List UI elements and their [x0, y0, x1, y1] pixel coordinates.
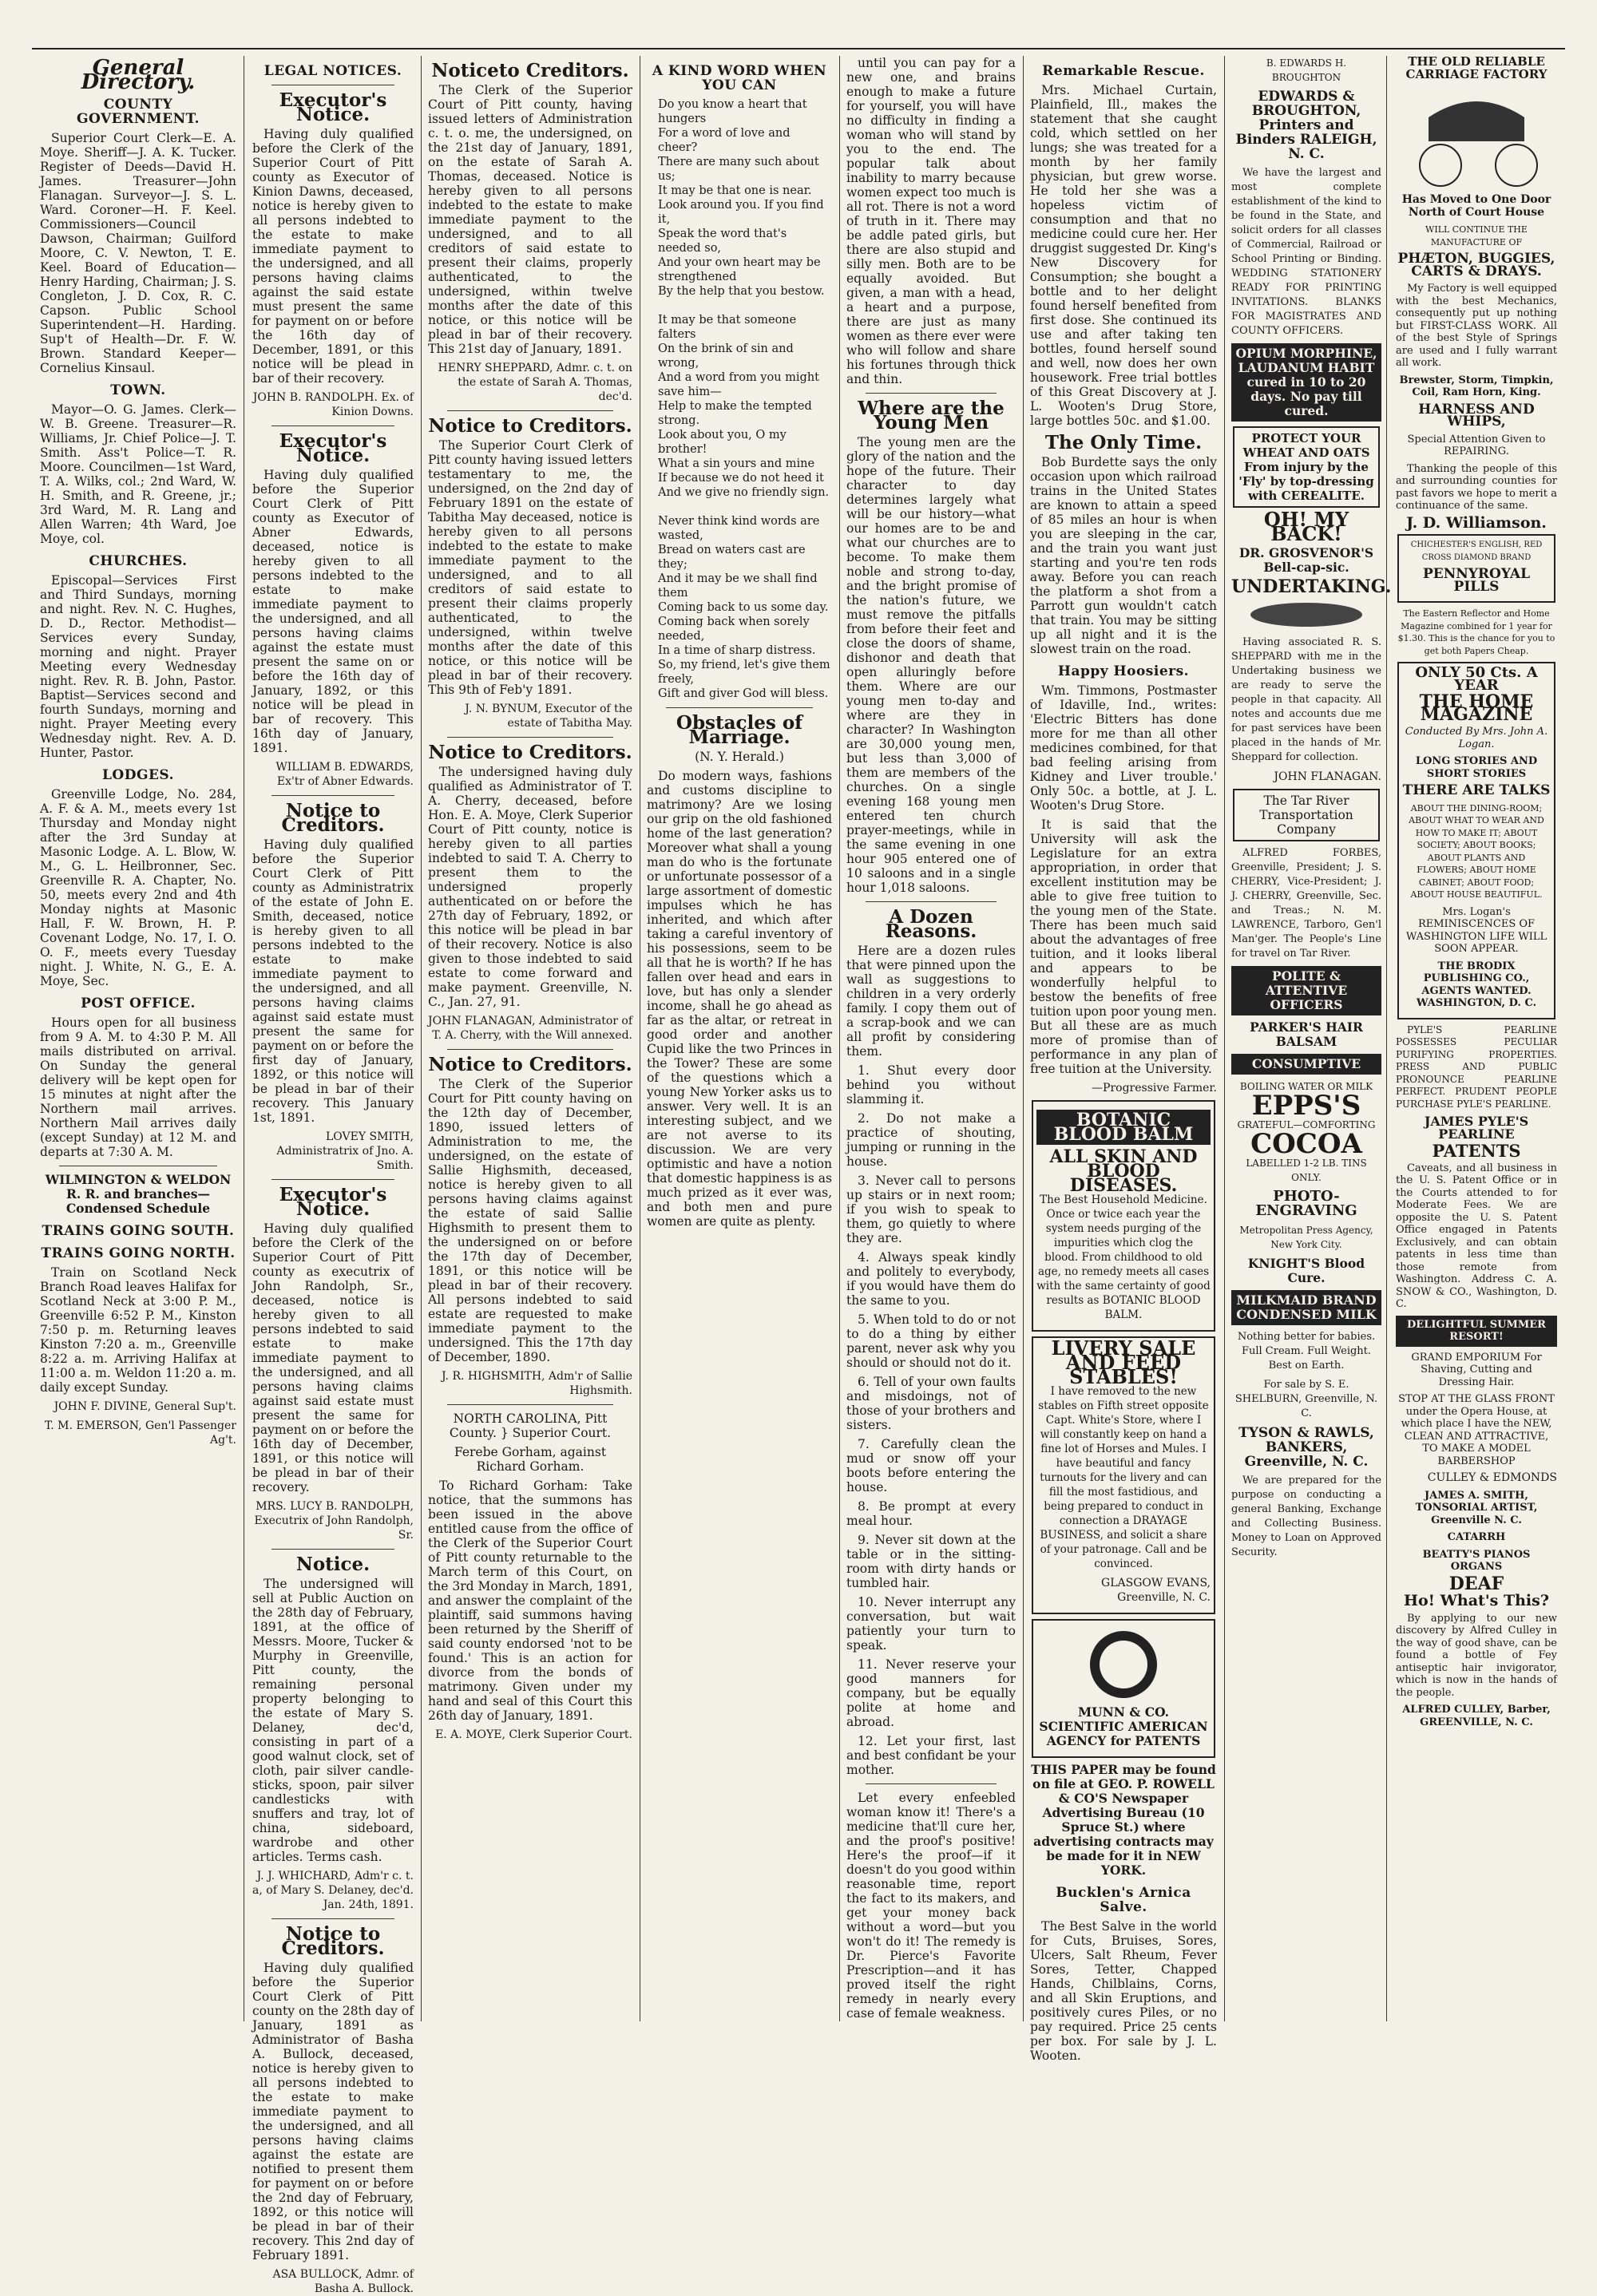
- article-body: Bob Burdette says the only occasion upon which railroad trains in the United States are known to attain a speed of 85 miles an hour is when you are sleeping in the car, and the train you want just starting and you're ten rods away. Before you can reach the platform a shot from a Parrott gun wouldn't catch that train. You may be sitting up all night and it is the slowest train on the road.: [1030, 455, 1217, 656]
- article-title: Remarkable Rescue.: [1042, 63, 1205, 79]
- notice-signature: J. N. BYNUM, Executor of the estate of Tabitha May.: [465, 703, 632, 730]
- protect-text: PROTECT YOUR WHEAT AND OATS From injury by the 'Fly' by top-dressing with CEREALITE.: [1238, 431, 1374, 503]
- botanic-ad: [1032, 1100, 1215, 1332]
- talks-title: THERE ARE TALKS: [1402, 782, 1551, 798]
- edwards-head: EDWARDS & BROUGHTON, Printers and Binders RALEIGH, N. C.: [1235, 89, 1377, 162]
- notice-title: Executor's Notice.: [279, 1184, 387, 1220]
- reason-item: 3. Never call to persons up stairs or in next room; if you wish to speak to them, go quietly to where they are.: [846, 1174, 1016, 1245]
- pennyroyal-title: PENNYROYAL PILLS: [1422, 566, 1531, 595]
- divider: [447, 410, 613, 411]
- notice-title: Notice to Creditors.: [281, 1923, 385, 1959]
- undertaking-signature: JOHN FLANAGAN.: [1274, 770, 1381, 783]
- notice-body: The Clerk of the Superior Court for Pitt county having on the 12th day of December, 1890, issued letters of Administration to me, the undersigned, on the estate of Sallie Highsmith, deceased, notice is hereby given to all persons having claims against the estate of said Sallie Highsmith to present them to the undersigned on or before the 17th day of December, 1891, or this notice will be plead in bar of their recovery. All persons indebted to said estate are requested to make immediate payment to the undersigned. This the 17th day of December, 1890.: [428, 1077, 632, 1364]
- article-body: It is said that the University will ask the Legislature for an extra appropriation, in order that excellent institution may be able to give free tuition to the young men of the State. There has been much said about the advantages of free tuition, and it looks liberal and appears to be wonderfully helpful to bestow the benefits of free tuition upon poor young men. But all these are as much more of promise than of performance in any plan of free tuition at the University.: [1030, 817, 1217, 1076]
- epps-name: EPPS'S: [1251, 1090, 1361, 1122]
- divider: [666, 707, 813, 708]
- pearline-big: JAMES PYLE'S PEARLINE: [1424, 1114, 1529, 1142]
- knights-ad: KNIGHT'S Blood Cure.: [1247, 1256, 1365, 1285]
- opium-ad: OPIUM MORPHINE, LAUDANUM HABIT cured in 10 to 20 days. No pay till cured.: [1231, 343, 1381, 422]
- articles-column: [842, 56, 1020, 2021]
- photo-sub: Metropolitan Press Agency, New York City.: [1239, 1225, 1373, 1250]
- deaf-ad: DEAF: [1448, 1573, 1504, 1594]
- tyson-body: We are prepared for the purpose on conducting a general Banking, Exchange and Collecting Business. Money to Loan on Approved Security.: [1231, 1475, 1381, 1558]
- article-body: Wm. Timmons, Postmaster of Idaville, Ind., writes: 'Electric Bitters has done more for me than all other medicines combined, for that bad feeling arising from Kidney and Liver trouble.' Only 50c. a bottle, at J. L. Wooten's Drug Store.: [1030, 683, 1217, 813]
- beatty-ad: BEATTY'S PIANOS ORGANS: [1422, 1548, 1531, 1573]
- munn-ad: [1032, 1619, 1215, 1758]
- divider: [866, 393, 997, 394]
- williamson-signature: J. D. Williamson.: [1406, 513, 1547, 532]
- ads-column-middle: [1226, 56, 1392, 2021]
- churches-heading: CHURCHES.: [89, 553, 188, 569]
- resort-body: STOP AT THE GLASS FRONT under the Opera House, at which place I have the NEW, CLEAN AND ATTRACTIVE, TO MAKE A MODEL BARBERSHOP: [1398, 1393, 1555, 1467]
- reason-item: 6. Tell of your own faults and misdoings, not of those of your brothers and sisters.: [846, 1375, 1016, 1432]
- column-rule: [1224, 56, 1225, 2021]
- notice-signature: J. J. WHICHARD, Adm'r c. t. a, of Mary S. Delaney, dec'd. Jan. 24th, 1891.: [252, 1870, 414, 1911]
- article-body: The young men are the glory of the nation and the hope of the future. Their character to day determines largely what will be our history—what our homes are to be and what our churches are to become. To make them noble and strong to-day, and the bright promise of the nation's future, we must remove the pitfalls from before their feet and close the doors of shame, dishonor and death that open alluringly before them. Where are our young men to-day and where are they in character? In Washington are 30,000 young men, but less than 3,000 of them are members of the churches. On a single evening 168 young men entered ten church prayer-meetings, while in the same evening in one hour 905 entered one of 10 saloons and in a single hour 1,018 saloons.: [846, 435, 1016, 895]
- home-price: ONLY 50 Cts. A YEAR: [1415, 664, 1538, 694]
- column-rule: [839, 56, 840, 2021]
- arnica-title: Bucklen's Arnica Salve.: [1056, 1885, 1191, 1915]
- notice-body: The undersigned will sell at Public Auction on the 28th day of February, 1891, at the office of Messrs. Moore, Tucker & Murphy in Greenville, Pitt county, the remaining personal property belonging to the estate of Mary S. Delaney, dec'd, consisting in part of a good walnut clock, set of cloth, pair silver candle-sticks, spoon, pair silver candlesticks with snuffers and tray, lot of china, sideboard, wardrobe and other articles. Terms cash.: [252, 1577, 414, 1864]
- parkers-ad: PARKER'S HAIR BALSAM: [1250, 1019, 1363, 1049]
- brodix-ad: THE BRODIX PUBLISHING CO., AGENTS WANTED. WASHINGTON, D. C.: [1416, 960, 1537, 1009]
- botanic-body: The Best Household Medicine. Once or twice each year the system needs purging of the impurities which clog the blood. From childhood to old age, no remedy meets all cases with the same certainty of good results as BOTANIC BLOOD BALM.: [1036, 1194, 1211, 1321]
- notice-title: Notice to Creditors.: [428, 742, 632, 763]
- article-body: Do modern ways, fashions and customs discipline to matrimony? Are we losing our grip on the old fashioned home of the last generation? Moreover what shall a young man do who is the fortunate or unfortunate possessor of a large assortment of domestic impulses which he has inherited, and which after taking a careful inventory of his possessions, seem to be all that he is worth? If he has fallen over head and ears in love, but has only a slender income, shall he go ahead as far as the altar, or retreat in good order and another Cupid like the two Princes in the Tower? These are some of the questions which a young New Yorker asks us to answer. Very well. It is an interesting subject, and we are not averse to its discussion. We are very optimistic and have a notion that domestic happiness is as much prized as it ever was, and both men and pure women are quite as plenty.: [647, 769, 832, 1229]
- article-continued: until you can pay for a new one, and brains enough to make a future for yourself, you will have no difficulty in finding a woman who will stand by you to the end. The popular talk about inability to marry because women expect too much is all rot. There is not a word of truth in it. There may be addle pated girls, but there are also stupid and silly men. Both are to be equally avoided. But given, a man with a head, a heart and a purpose, there are just as many women as there ever were who will follow and share his fortunes through thick and thin.: [846, 56, 1016, 386]
- notice-body: The Clerk of the Superior Court of Pitt county, having issued letters of Administration c. t. o. me, the undersigned, on the 21st day of January, 1891, on the estate of Sarah A. Thomas, deceased. Notice is hereby given to all persons indebted to the estate to make immediate payment to the undersigned, and to all creditors of said estate to present their claims, properly authenticated, to the undersigned, within twelve months after the date of this notice, or this notice will be plead in bar of their recovery. This 21st day of January, 1891.: [428, 83, 632, 356]
- tarriver-body: ALFRED FORBES, Greenville, President; J. S. CHERRY, Vice-President; J. J. CHERRY, Greenville, Sec. and Treas.; N. M. LAWRENCE, Tarboro, Gen'l Man'ger. The People's Line for travel on Tar River.: [1231, 847, 1381, 960]
- thispaper-ad: THIS PAPER may be found on file at GEO. P. ROWELL & CO'S Newspaper Advertising Bureau (10 Spruce St.) where advertising contracts may be made for it in NEW YORK.: [1031, 1762, 1216, 1878]
- notice-title: Notice to Creditors.: [281, 800, 385, 836]
- whats-body: By applying to our new discovery by Alfred Culley in the way of good shave, can be found a bottle of Fey antiseptic hair invigorator, which is now in the hands of the people.: [1396, 1612, 1557, 1699]
- town-heading: TOWN.: [110, 382, 166, 398]
- polite-ad: POLITE & ATTENTIVE OFFICERS: [1231, 966, 1381, 1015]
- directory-title: General Directory.: [81, 56, 196, 94]
- home-title: THE HOME MAGAZINE: [1419, 691, 1534, 725]
- resort-signature: CULLEY & EDMONDS: [1427, 1471, 1557, 1484]
- article-title: Happy Hoosiers.: [1057, 663, 1190, 679]
- south-heading: TRAINS GOING SOUTH.: [42, 1223, 235, 1239]
- notice-signature: LOVEY SMITH, Administratrix of Jno. A. Smith.: [276, 1130, 414, 1172]
- top-rule: [32, 48, 1565, 49]
- divider: [866, 1783, 997, 1784]
- botanic-sub: ALL SKIN AND BLOOD DISEASES.: [1049, 1146, 1198, 1196]
- notice-body: Having duly qualified before the Clerk of the Superior Court of Pitt county as Executor of Kinion Dawns, deceased, notice is hereby given to all persons indebted to the estate to make immediate payment to the undersigned, and all persons having claims against the said estate must present the same for payment on or before the 16th day of December, 1891, or this notice will be plead in bar of their recovery.: [252, 127, 414, 386]
- notice-title: Notice to Creditors.: [428, 1054, 632, 1075]
- thanks-text: Thanking the people of this and surrounding counties for past favors we hope to merit a continuance of the same.: [1396, 462, 1557, 512]
- undertaking-body: Having associated R. S. SHEPPARD with me in the Undertaking business we are ready to serve the people in that capacity. All notes and accounts due me for past services have been placed in the hands of Mr. Sheppard for collection.: [1231, 636, 1381, 763]
- notice-body: The undersigned having duly qualified as Administrator of T. A. Cherry, deceased, before Hon. E. A. Moye, Clerk Superior Court of Pitt county, notice is hereby given to all parties indebted to said T. A. Cherry to present them to the undersigned properly authenticated on or before the 27th day of February, 1892, or this notice will be plead in bar of their recovery. Notice is also given to those indebted to said estate to come forward and make payment. Greenville, N. C., Jan. 27, 91.: [428, 765, 632, 1009]
- divider: [447, 737, 613, 738]
- milkmaid-sale: For sale by S. E. SHELBURN, Greenville, N. C.: [1234, 1379, 1378, 1419]
- divider: [447, 1404, 613, 1405]
- legal-heading: LEGAL NOTICES.: [264, 63, 402, 79]
- court-body: To Richard Gorham: Take notice, that the summons has been issued in the above entitled cause from the office of the Clerk of the Superior Court of Pitt county returnable to the March term of this Court, on the 3rd Monday in March, 1891, and answer the complaint of the plaintiff, said summons having been returned by the Sheriff of said county endorsed 'not to be found.' This is an action for divorce from the bonds of matrimony. Given under my hand and seal of this Court this 26th day of January, 1891.: [428, 1479, 632, 1723]
- coffin-icon: [1246, 599, 1366, 631]
- reason-item: 2. Do not make a practice of shouting, jumping or running in the house.: [846, 1111, 1016, 1169]
- court-heading: NORTH CAROLINA, Pitt County. } Superior Court.: [449, 1411, 612, 1440]
- long-stories: LONG STORIES AND SHORT STORIES: [1415, 755, 1538, 780]
- pennyroyal-ad: [1397, 534, 1555, 603]
- poem-article-column: [642, 56, 837, 2021]
- churches-text: Episcopal—Services First and Third Sundays, morning and night. Rev. N. C. Hughes, D. D., Rector. Methodist—Services every Sunday, morning and night. Prayer Meeting every Wednesday night. Rev. R. B. John, Pastor. Baptist—Services second and fourth Sundays, morning and night. Prayer Meeting every Wednesday night. Rev. A. D. Hunter, Pastor.: [40, 573, 236, 760]
- railroad-title: WILMINGTON & WELDON R. R. and branches—Condensed Schedule: [45, 1172, 232, 1216]
- livery-head: LIVERY SALE AND FEED STABLES!: [1051, 1336, 1196, 1388]
- divider: [866, 901, 997, 902]
- post-heading: POST OFFICE.: [81, 996, 196, 1011]
- brewster-text: Brewster, Storm, Timpkin, Coil, Ram Horn, King.: [1399, 374, 1554, 398]
- post-text: Hours open for all business from 9 A. M. to 4:30 P. M. All mails distributed on arrival. On Sunday the general delivery will be kept open for 15 minutes at night after the Northern mail arrives. Northern Mail arrives daily (except Sunday) at 12 M. and departs at 7:30 A. M.: [40, 1015, 236, 1159]
- article-body: Mrs. Michael Curtain, Plainfield, Ill., makes the statement that she caught cold, which settled on her lungs; she was treated for a month by her family physician, but grew worse. He told her she was a hopeless victim of consumption and that no medicine could cure her. Her druggist suggested Dr. King's New Discovery for Consumption; she bought a bottle and to her delight found herself benefited from first dose. She continued its use and after taking ten bottles, found herself sound and well, now does her own housework. Free trial bottles of this Great Discovery at J. L. Wooten's Drug Store, large bottles 50c. and $1.00.: [1030, 83, 1217, 428]
- reason-item: 12. Let your first, last and best confidant be your mother.: [846, 1734, 1016, 1777]
- moved-text: Has Moved to One Door North of Court House: [1401, 193, 1551, 219]
- directory-column: [35, 56, 241, 2021]
- culley-ad: ALFRED CULLEY, Barber, GREENVILLE, N. C.: [1402, 1704, 1551, 1728]
- notice-signature: J. R. HIGHSMITH, Adm'r of Sallie Highsmith.: [442, 1370, 632, 1397]
- reason-item: 8. Be prompt at every meal hour.: [846, 1499, 1016, 1528]
- munn-text: MUNN & CO. SCIENTIFIC AMERICAN AGENCY for PATENTS: [1039, 1704, 1208, 1748]
- article-source: —Progressive Farmer.: [1092, 1082, 1217, 1095]
- notice-title: Notice to Creditors.: [428, 415, 632, 437]
- article-title: Where are the Young Men: [858, 398, 1005, 433]
- divider: [271, 1179, 394, 1180]
- carriage-title: THE OLD RELIABLE CARRIAGE FACTORY: [1405, 54, 1547, 81]
- county-heading: COUNTY GOVERNMENT.: [76, 97, 200, 127]
- column-rule: [421, 56, 422, 2021]
- harness-text: HARNESS AND WHIPS,: [1418, 401, 1535, 430]
- resort-title: DELIGHTFUL SUMMER RESORT!: [1396, 1316, 1557, 1347]
- livery-ad: [1032, 1336, 1215, 1614]
- notice-signature: JOHN B. RANDOLPH. Ex. of Kinion Downs.: [252, 391, 414, 418]
- munn-seal-icon: [1064, 1629, 1183, 1700]
- reason-item: 9. Never sit down at the table or in the sitting-room with dirty hands or tumbled hair.: [846, 1533, 1016, 1590]
- epps-cocoa: COCOA: [1250, 1128, 1362, 1160]
- town-text: Mayor—O. G. James. Clerk—W. B. Greene. Treasurer—R. Williams, Jr. Chief Police—J. T. Smith. Ass't Police—T. R. Moore. Councilmen—1st Ward, T. A. Wilks, col.; 2nd Ward, W. H. Smith, and R. Greene, jr.; 3rd Ward, M. R. Lang and Allen Warren; 4th Ward, Joe Moye, col.: [40, 402, 236, 546]
- reasons-title: A Dozen Reasons.: [885, 906, 977, 942]
- court-signature: E. A. MOYE, Clerk Superior Court.: [435, 1728, 632, 1741]
- repairing-text: Special Attention Given to REPAIRING.: [1407, 433, 1546, 457]
- home-magazine-ad: [1397, 662, 1555, 1019]
- phaeton-text: PHÆTON, BUGGIES, CARTS & DRAYS.: [1397, 251, 1555, 279]
- pierce-ad: Let every enfeebled woman know it! There's a medicine that'll cure her, and the proof's positive! Here's the proof—if it doesn't do you good within reasonable time, report the fact to its makers, and get your money back without a word—but you won't do it! The remedy is Dr. Pierce's Favorite Prescription—and it has proved itself the right remedy in nearly every case of female weakness.: [846, 1791, 1016, 2021]
- whats-this: Ho! What's This?: [1404, 1592, 1549, 1609]
- notice-body: Having duly qualified before the Superior Court Clerk of Pitt county on the 28th day of January, 1891 as Administrator of Basha A. Bullock, deceased, notice is hereby given to all persons indebted to the estate to make immediate payment to the undersigned, and all persons having claims against the estate are notified to present them for payment on or before the 2nd day of February, 1892, or this notice will be plead in bar of their recovery. This 2nd day of February 1891.: [252, 1961, 414, 2262]
- reminiscences: Mrs. Logan's REMINISCENCES OF WASHINGTON LIFE WILL SOON APPEAR.: [1405, 905, 1547, 955]
- rr-signature: JOHN F. DIVINE, General Sup't.: [53, 1400, 236, 1413]
- notice-title: Noticeto Creditors.: [431, 60, 629, 81]
- patents-body: Caveats, and all business in the U. S. Patent Office or in the Courts attended to for Moderate Fees. We are opposite the U. S. Patent Office engaged in Patents Exclusively, and can obtain patents in less time than those remote from Washington. Address C. A. SNOW & CO., Washington, D. C.: [1396, 1162, 1557, 1310]
- edwards-body: We have the largest and most complete establishment of the kind to be found in the State, and solicit orders for all classes of Commercial, Railroad or School Printing or Binding. WEDDING STATIONERY READY FOR PRINTING INVITATIONS. BLANKS FOR MAGISTRATES AND COUNTY OFFICERS.: [1231, 167, 1381, 337]
- will-continue: WILL CONTINUE THE MANUFACTURE OF: [1425, 224, 1528, 247]
- talks-list: ABOUT THE DINING-ROOM; ABOUT WHAT TO WEAR AND HOW TO MAKE IT; ABOUT SOCIETY; ABOUT BOOKS; ABOUT PLANTS AND FLOWERS; ABOUT HOME CABINET; ABOUT FOOD; ABOUT HOUSE BEAUTIFUL.: [1409, 802, 1544, 900]
- side-text: The Eastern Reflector and Home Magazine combined for 1 year for $1.30. This is the chance for you to get both Papers Cheap.: [1397, 608, 1555, 656]
- column-rule: [1023, 56, 1024, 2021]
- ads-column-right: [1391, 56, 1562, 2021]
- article-source: (N. Y. Herald.): [695, 750, 784, 764]
- catarrh-ad: CATARRH: [1447, 1531, 1506, 1543]
- edwards-names: B. EDWARDS H. BROUGHTON: [1266, 57, 1347, 83]
- myback-ad: OH! MY BACK!: [1263, 508, 1349, 545]
- lodges-heading: LODGES.: [101, 767, 175, 783]
- epps-line5: LABELLED 1-2 LB. TINS ONLY.: [1246, 1158, 1367, 1183]
- poem-title: A KIND WORD WHEN YOU CAN: [652, 63, 827, 93]
- notice-body: Having duly qualified before the Superior Court Clerk of Pitt county as Executor of Abner Edwards, deceased, notice is hereby given to all persons indebted to the estate to make immediate payment to the undersigned, and all persons having claims against the estate must present the same on or before the 16th day of January, 1892, or this notice will be plead in bar of recovery. This 16th day of January, 1891.: [252, 468, 414, 755]
- divider: [271, 1549, 394, 1550]
- milkmaid-sub: Nothing better for babies. Full Cream. Full Weight. Best on Earth.: [1237, 1331, 1376, 1372]
- court-parties: Ferebe Gorham, against Richard Gorham.: [454, 1445, 607, 1474]
- home-sub: Conducted By Mrs. John A. Logan.: [1405, 726, 1548, 750]
- notice-signature: MRS. LUCY B. RANDOLPH, Executrix of John Randolph, Sr.: [254, 1500, 414, 1542]
- ads-column-1: [1025, 56, 1222, 2063]
- notice-signature: HENRY SHEPPARD, Admr. c. t. on the estate of Sarah A. Thomas, dec'd.: [438, 362, 632, 403]
- livery-signature: GLASGOW EVANS, Greenville, N. C.: [1101, 1577, 1211, 1604]
- notice-title: Executor's Notice.: [279, 430, 387, 466]
- epps-line1: BOILING WATER OR MILK: [1239, 1081, 1373, 1092]
- tarriver-title: The Tar River Transportation Company: [1233, 789, 1380, 841]
- notice-title: Executor's Notice.: [279, 89, 387, 125]
- notice-signature: JOHN FLANAGAN, Administrator of T. A. Cherry, with the Will annexed.: [428, 1015, 633, 1042]
- county-text: Superior Court Clerk—E. A. Moye. Sheriff—J. A. K. Tucker. Register of Deeds—David H. James. Treasurer—John Flanagan. Surveyor—J. S. L. Ward. Coroner—H. F. Keel. Commissioners—Council Dawson, Chairman; Guilford Moore, C. V. Newton, T. E. Keel. Board of Education—Henry Harding, Chairman; J. S. Congleton, J. D. Cox, R. C. Capson. Public School Superintendent—H. Harding. Sup't of Health—Dr. F. W. Brown. Standard Keeper—Cornelius Kinsaul.: [40, 131, 236, 375]
- smith-ad: JAMES A. SMITH, TONSORIAL ARTIST, Greenville N. C.: [1415, 1489, 1538, 1526]
- notice-body: Having duly qualified before the Superior Court Clerk of Pitt county as Administratrix of the estate of John E. Smith, deceased, notice is hereby given to all persons indebted to the estate to make immediate payment to the undersigned, and all persons having claims against said estate must present the same for payment on or before the first day of January, 1892, or this notice will be plead in bar of their recovery. This January 1st, 1891.: [252, 837, 414, 1125]
- notice-body: Having duly qualified before the Clerk of the Superior Court of Pitt county as executrix of John Randolph, Sr., deceased, notice is hereby given to all persons indebted to said estate to make immediate payment to the undersigned, and all persons having claims against said estate must present the same for payment on or before the 16th day of December, 1891, or this notice will be plead in bar of their recovery.: [252, 1221, 414, 1494]
- article-title: Obstacles of Marriage.: [676, 712, 803, 748]
- reason-item: 5. When told to do or not to do a thing by either parent, never ask why you should or should not do it.: [846, 1312, 1016, 1370]
- photo-ad: PHOTO-ENGRAVING: [1255, 1188, 1357, 1219]
- epps-line3: GRATEFUL—COMFORTING: [1237, 1119, 1376, 1130]
- reason-item: 7. Carefully clean the mud or snow off your boots before entering the house.: [846, 1437, 1016, 1494]
- pearline-letters: PYLE'S PEARLINE POSSESSES PECULIAR PURIFYING PROPERTIES. PRESS AND PUBLIC PRONOUNCE PEARLINE PERFECT. PRUDENT PEOPLE PURCHASE PYLE'S PEARLINE.: [1396, 1023, 1557, 1110]
- tyson-ad: TYSON & RAWLS, BANKERS, Greenville, N. C.: [1238, 1425, 1374, 1470]
- reason-item: 1. Shut every door behind you without slamming it.: [846, 1063, 1016, 1106]
- pennyroyal-sub: CHICHESTER'S ENGLISH, RED CROSS DIAMOND BRAND: [1410, 540, 1543, 562]
- livery-body: I have removed to the new stables on Fifth street opposite Capt. White's Store, where I will constantly keep on hand a fine lot of Horses and Mules. I have beautiful and fancy turnouts for the livery and can fill the most fastidious, and being prepared to conduct in connection a DRAYAGE BUSINESS, and solicit a share of your patronage. Call and be convinced.: [1038, 1385, 1209, 1570]
- consumptive-ad: CONSUMPTIVE: [1231, 1054, 1381, 1075]
- north-heading: TRAINS GOING NORTH.: [41, 1245, 236, 1261]
- patents-title: PATENTS: [1432, 1141, 1521, 1161]
- resort-sub: GRAND EMPORIUM For Shaving, Cutting and Dressing Hair.: [1411, 1351, 1542, 1388]
- article-title: The Only Time.: [1044, 432, 1203, 453]
- divider: [271, 1918, 394, 1919]
- rr-signature-2: T. M. EMERSON, Gen'l Passenger Ag't.: [44, 1419, 236, 1447]
- reasons-intro: Here are a dozen rules that were pinned upon the wall as suggestions to children in a very orderly family. I copy them out of a scrap-book and we can all profit by considering them.: [846, 944, 1016, 1059]
- milkmaid-ad: MILKMAID BRAND CONDENSED MILK: [1231, 1290, 1381, 1325]
- arnica-body: The Best Salve in the world for Cuts, Bruises, Sores, Ulcers, Salt Rheum, Fever Sores, Tetter, Chapped Hands, Chilblains, Corns, and all Skin Eruptions, and positively cures Piles, or no pay required. Price 25 cents per box. For sale by J. L. Wooten.: [1030, 1919, 1217, 2063]
- undertaking-title: UNDERTAKING.: [1231, 576, 1392, 597]
- notice-signature: WILLIAM B. EDWARDS, Ex'tr of Abner Edwards.: [275, 761, 414, 788]
- notice-signature: ASA BULLOCK, Admr. of Basha A. Bullock.: [272, 2268, 414, 2295]
- reason-item: 4. Always speak kindly and politely to everybody, if you would have them do the same to you.: [846, 1250, 1016, 1308]
- poem-text: Do you know a heart that hungers For a word of love and cheer? There are many such about us; It may be that one is near. Look around you. If you find it, Speak the word that's needed so, And your own heart may be strengthened By the help that you bestow. It may be that someone falters On the brink of sin and wrong, And a word from you might save him— Help to make the tempted strong. Look about you, O my brother! What a sin yours and mine If because we do not heed it And we give no friendly sign. Never think kind words are wasted, Bread on waters cast are they; And it may be we shall find them Coming back to us some day. Coming back when sorely needed, In a time of sharp distress. So, my friend, let's give them freely, Gift and giver God will bless.: [658, 98, 830, 700]
- botanic-head: BOTANIC BLOOD BALM: [1036, 1110, 1211, 1145]
- notice-title: Notice.: [295, 1554, 371, 1575]
- phaeton-body: My Factory is well equipped with the best Mechanics, consequently put up nothing but FIRST-CLASS WORK. All of the best Style of Springs are used and I fully warrant all work.: [1396, 283, 1557, 369]
- reason-item: 11. Never reserve your good manners for company, but be equally polite at home and abroad.: [846, 1657, 1016, 1729]
- railroad-note: Train on Scotland Neck Branch Road leaves Halifax for Scotland Neck at 3:00 P. M., Greenville 6:52 P. M., Kinston 7:50 p. m. Returning leaves Kinston 7:20 a. m., Greenville 8:22 a. m. Arriving Halifax at 11:00 a. m. Weldon 11:20 a. m. daily except Sunday.: [40, 1265, 236, 1395]
- protect-ad: [1233, 426, 1380, 508]
- divider: [447, 1049, 613, 1050]
- reasons-list: [846, 1063, 1016, 1777]
- notices-column-2: [423, 56, 637, 2021]
- lodges-text: Greenville Lodge, No. 284, A. F. & A. M., meets every 1st Thursday and Monday night after the 3rd Sunday at Masonic Lodge. A. L. Blow, W. M., G. L. Heilbronner, Sec. Greenville R. A. Chapter, No. 50, meets every 2nd and 4th Monday nights at Masonic Hall, F. W. Brown, H. P. Covenant Lodge, No. 17, I. O. O. F., meets every Tuesday night. J. White, N. G., E. A. Moye, Sec.: [40, 787, 236, 988]
- notice-body: The Superior Court Clerk of Pitt county having issued letters testamentary to me, the undersigned, on the 2nd day of February 1891 on the estate of Tabitha May deceased, notice is hereby given to all persons indebted to the estate to make immediate payment to the undersigned, and to all creditors of said estate to present their claims properly authenticated, to the undersigned, within twelve months after the date of this notice, or this notice will be plead in bar of their recovery. This 9th of Feb'y 1891.: [428, 438, 632, 697]
- legal-notices-column: [248, 56, 418, 2295]
- column-rule: [1386, 56, 1387, 2021]
- reason-item: 10. Never interrupt any conversation, but wait patiently your turn to speak.: [846, 1595, 1016, 1653]
- bellcap-ad: DR. GROSVENOR'S Bell-cap-sic.: [1238, 545, 1374, 575]
- divider: [271, 795, 394, 796]
- carriage-icon: [1397, 85, 1556, 189]
